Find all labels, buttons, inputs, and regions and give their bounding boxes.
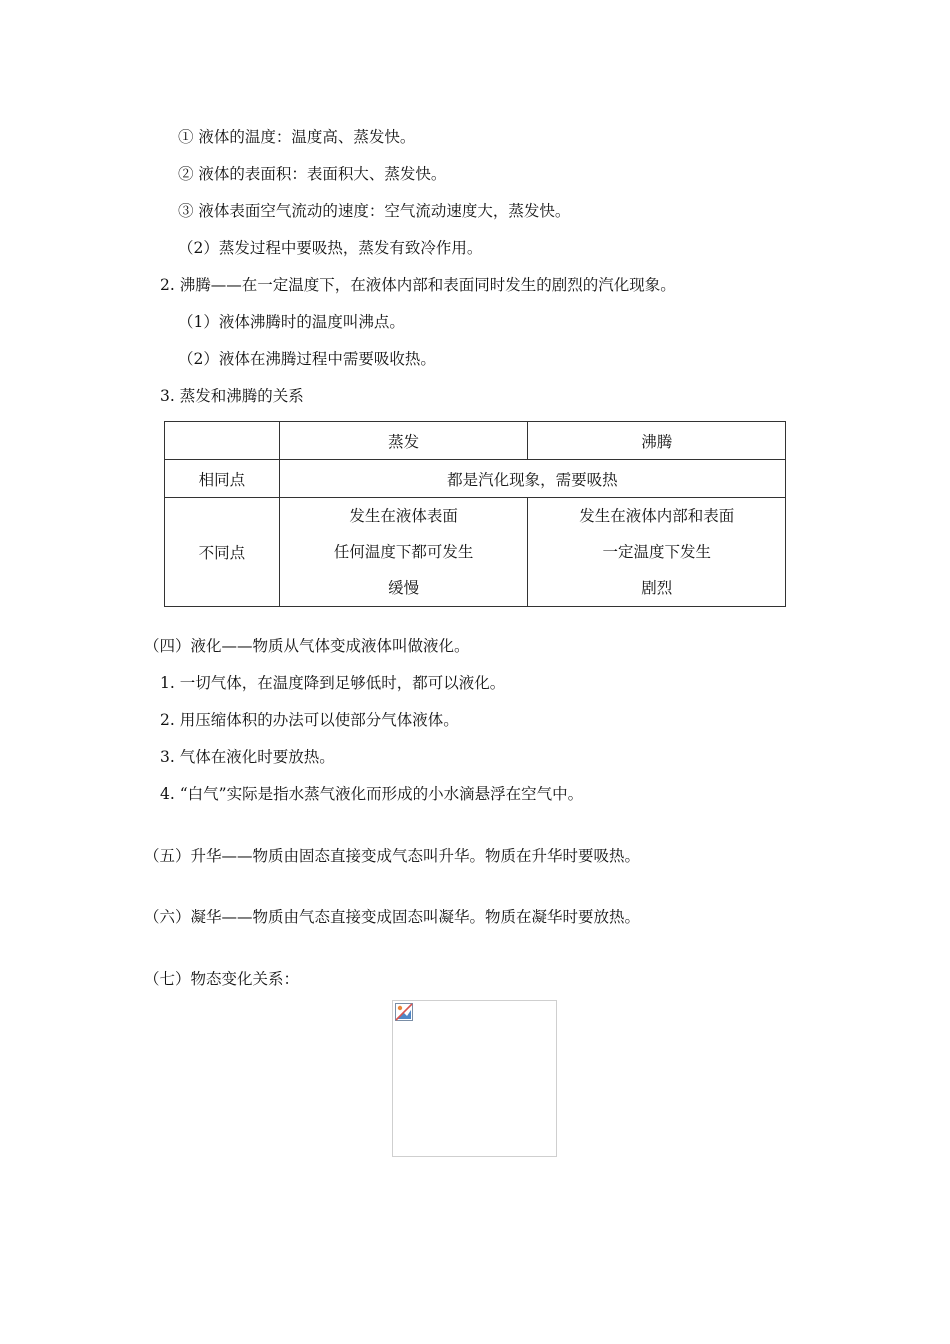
state-change-diagram-image — [392, 1000, 557, 1157]
liquefaction-item: 1. 一切气体，在温度降到足够低时，都可以液化。 — [160, 674, 506, 692]
broken-image-icon — [395, 1003, 413, 1021]
diff-label: 不同点 — [165, 498, 280, 607]
relation-heading: 3. 蒸发和沸腾的关系 — [160, 387, 304, 405]
boiling-differences — [528, 498, 786, 607]
state-change-heading: （七）物态变化关系： — [144, 970, 300, 988]
evaporation-temperature: 任何温度下都可发生 — [333, 543, 474, 561]
table-row — [165, 422, 786, 460]
boiling-heat-note: （2）液体在沸腾过程中需要吸收热。 — [178, 350, 436, 368]
header-evaporation: 蒸发 — [279, 422, 528, 460]
deposition-paragraph: （六）凝华——物质由气态直接变成固态叫凝华。物质在凝华时要放热。 — [144, 908, 641, 926]
evaporation-differences — [279, 498, 528, 607]
comparison-table — [164, 421, 786, 607]
sublimation-paragraph: （五）升华——物质由固态直接变成气态叫升华。物质在升华时要吸热。 — [144, 847, 641, 865]
liquefaction-heading: （四）液化——物质从气体变成液体叫做液化。 — [144, 637, 470, 655]
liquefaction-item: 3. 气体在液化时要放热。 — [160, 748, 335, 766]
boiling-definition: 2. 沸腾——在一定温度下，在液体内部和表面同时发生的剧烈的汽化现象。 — [160, 276, 676, 294]
evaporation-factor-airflow: ③ 液体表面空气流动的速度：空气流动速度大，蒸发快。 — [178, 202, 571, 220]
evaporation-intensity: 缓慢 — [388, 579, 420, 597]
same-value: 都是汽化现象，需要吸热 — [279, 460, 785, 498]
table-corner-cell — [165, 422, 280, 460]
evaporation-heat-note: （2）蒸发过程中要吸热，蒸发有致冷作用。 — [178, 239, 483, 257]
liquefaction-item: 4. “白气”实际是指水蒸气液化而形成的小水滴悬浮在空气中。 — [160, 785, 584, 803]
boiling-point-note: （1）液体沸腾时的温度叫沸点。 — [178, 313, 405, 331]
boiling-temperature: 一定温度下发生 — [602, 543, 711, 561]
table-row — [165, 498, 786, 607]
evaporation-factor-area: ② 液体的表面积：表面积大、蒸发快。 — [178, 165, 447, 183]
evaporation-location: 发生在液体表面 — [349, 507, 458, 525]
evaporation-factor-temperature: ① 液体的温度：温度高、蒸发快。 — [178, 128, 416, 146]
liquefaction-item: 2. 用压缩体积的办法可以使部分气体液体。 — [160, 711, 459, 729]
boiling-intensity: 剧烈 — [641, 579, 673, 597]
table-row — [165, 460, 786, 498]
boiling-location: 发生在液体内部和表面 — [579, 507, 735, 525]
same-label: 相同点 — [165, 460, 280, 498]
header-boiling: 沸腾 — [528, 422, 786, 460]
